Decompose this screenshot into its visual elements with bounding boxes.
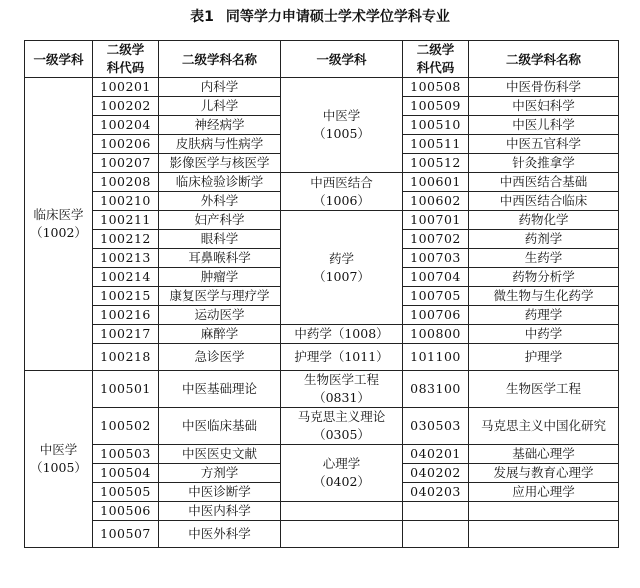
cell-code: 100213: [93, 249, 159, 268]
cell-code: 040202: [403, 464, 469, 483]
cell-name: 中医妇科学: [469, 97, 619, 116]
cell-name: 中医诊断学: [159, 483, 281, 502]
cell-name: 微生物与生化药学: [469, 287, 619, 306]
cell-name: 中医儿科学: [469, 116, 619, 135]
group-tcm-right: 中医学 （1005）: [281, 78, 403, 173]
empty-cell: [469, 502, 619, 521]
cell-name: 发展与教育心理学: [469, 464, 619, 483]
cell-code: 100212: [93, 230, 159, 249]
cell-code: 100705: [403, 287, 469, 306]
table-caption: [0, 6, 640, 26]
cell-code: 030503: [403, 408, 469, 445]
cell-name: 中医外科学: [159, 521, 281, 548]
cell-name: 儿科学: [159, 97, 281, 116]
cell-name: 基础心理学: [469, 445, 619, 464]
table-row: [25, 445, 619, 464]
cell-code: 100206: [93, 135, 159, 154]
cell-name: 神经病学: [159, 116, 281, 135]
empty-cell: [469, 521, 619, 548]
cell-name: 影像医学与核医学: [159, 154, 281, 173]
cell-name: 肿瘤学: [159, 268, 281, 287]
cell-name: 针灸推拿学: [469, 154, 619, 173]
cell-name: 马克思主义中国化研究: [469, 408, 619, 445]
cell-code: 100512: [403, 154, 469, 173]
cell-code: 100511: [403, 135, 469, 154]
cell-code: 100207: [93, 154, 159, 173]
cell-code: 100503: [93, 445, 159, 464]
cell-code: 100214: [93, 268, 159, 287]
group-chinese-materia-medica: 中药学（1008）: [281, 325, 403, 344]
cell-code: 100217: [93, 325, 159, 344]
cell-name: 药物分析学: [469, 268, 619, 287]
table-row: [25, 211, 619, 230]
cell-name: 中医基础理论: [159, 371, 281, 408]
cell-name: 药剂学: [469, 230, 619, 249]
cell-code: 100510: [403, 116, 469, 135]
cell-code: 100501: [93, 371, 159, 408]
group-clinical-medicine: 临床医学 （1002）: [25, 78, 93, 371]
header-first-level: 一级学科: [25, 41, 93, 78]
cell-code: 100800: [403, 325, 469, 344]
cell-name: 应用心理学: [469, 483, 619, 502]
cell-name: 中药学: [469, 325, 619, 344]
table-title: 同等学力申请硕士学术学位学科专业: [225, 9, 450, 25]
cell-name: 中医内科学: [159, 502, 281, 521]
cell-name: 内科学: [159, 78, 281, 97]
cell-code: 100216: [93, 306, 159, 325]
cell-code: 100204: [93, 116, 159, 135]
cell-code: 100507: [93, 521, 159, 548]
cell-code: 100505: [93, 483, 159, 502]
group-nursing: 护理学（1011）: [281, 344, 403, 371]
cell-name: 运动医学: [159, 306, 281, 325]
cell-code: 100211: [93, 211, 159, 230]
cell-code: 100215: [93, 287, 159, 306]
cell-name: 生药学: [469, 249, 619, 268]
cell-name: 妇产科学: [159, 211, 281, 230]
table-number: 表1: [190, 9, 214, 25]
cell-code: 100504: [93, 464, 159, 483]
cell-name: 耳鼻喉科学: [159, 249, 281, 268]
table-row: [25, 173, 619, 192]
table-row: [25, 78, 619, 97]
cell-name: 外科学: [159, 192, 281, 211]
cell-name: 中医医史文献: [159, 445, 281, 464]
cell-name: 中西医结合基础: [469, 173, 619, 192]
cell-name: 中西医结合临床: [469, 192, 619, 211]
cell-name: 眼科学: [159, 230, 281, 249]
table-row: [25, 371, 619, 408]
cell-name: 麻醉学: [159, 325, 281, 344]
cell-name: 护理学: [469, 344, 619, 371]
cell-name: 药物化学: [469, 211, 619, 230]
cell-name: 中医临床基础: [159, 408, 281, 445]
cell-code: 100702: [403, 230, 469, 249]
header-second-level-name-right: 二级学科名称: [469, 41, 619, 78]
cell-code: 100502: [93, 408, 159, 445]
cell-code: 100202: [93, 97, 159, 116]
cell-code: 100706: [403, 306, 469, 325]
header-code: 二级学 科代码: [93, 41, 159, 78]
cell-code: 083100: [403, 371, 469, 408]
cell-name: 中医骨伤科学: [469, 78, 619, 97]
header-second-level-name: 二级学科名称: [159, 41, 281, 78]
table-row: [25, 344, 619, 371]
group-pharmacy: 药学 （1007）: [281, 211, 403, 325]
cell-code: 100703: [403, 249, 469, 268]
cell-code: 100601: [403, 173, 469, 192]
cell-code: 101100: [403, 344, 469, 371]
cell-code: 100508: [403, 78, 469, 97]
header-row: [25, 41, 619, 78]
cell-name: 急诊医学: [159, 344, 281, 371]
group-tcm-left: 中医学 （1005）: [25, 371, 93, 548]
empty-cell: [403, 521, 469, 548]
group-marxism: 马克思主义理论 （0305）: [281, 408, 403, 445]
empty-cell: [403, 502, 469, 521]
empty-cell: [281, 502, 403, 521]
cell-code: 100602: [403, 192, 469, 211]
cell-code: 100201: [93, 78, 159, 97]
subject-table: [24, 40, 619, 548]
table-row: [25, 521, 619, 548]
cell-code: 100218: [93, 344, 159, 371]
table-row: [25, 325, 619, 344]
cell-code: 100208: [93, 173, 159, 192]
cell-name: 康复医学与理疗学: [159, 287, 281, 306]
cell-name: 中医五官科学: [469, 135, 619, 154]
header-code-right: 二级学 科代码: [403, 41, 469, 78]
cell-code: 100506: [93, 502, 159, 521]
table-row: [25, 502, 619, 521]
cell-code: 040203: [403, 483, 469, 502]
cell-code: 040201: [403, 445, 469, 464]
cell-name: 临床检验诊断学: [159, 173, 281, 192]
empty-cell: [281, 521, 403, 548]
cell-code: 100210: [93, 192, 159, 211]
group-psychology: 心理学 （0402）: [281, 445, 403, 502]
cell-code: 100701: [403, 211, 469, 230]
table-row: [25, 408, 619, 445]
cell-name: 生物医学工程: [469, 371, 619, 408]
cell-code: 100704: [403, 268, 469, 287]
header-first-level-right: 一级学科: [281, 41, 403, 78]
cell-name: 皮肤病与性病学: [159, 135, 281, 154]
cell-name: 方剂学: [159, 464, 281, 483]
cell-code: 100509: [403, 97, 469, 116]
cell-name: 药理学: [469, 306, 619, 325]
group-integrated-medicine: 中西医结合 （1006）: [281, 173, 403, 211]
group-biomedical-engineering: 生物医学工程 （0831）: [281, 371, 403, 408]
